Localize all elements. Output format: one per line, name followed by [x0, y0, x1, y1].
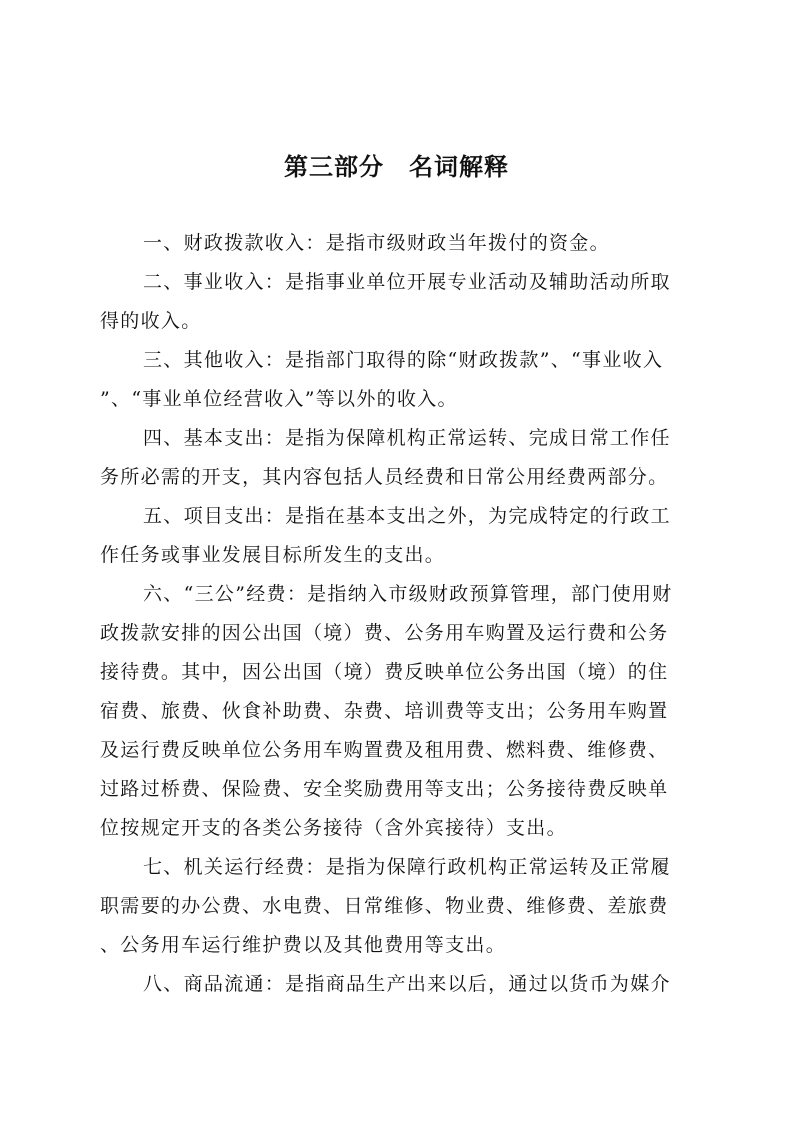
paragraph-line: 务所必需的开支，其内容包括人员经费和日常公用经费两部分。: [100, 466, 669, 488]
paragraph-line: 三、其他收入：是指部门取得的除“财政拨款”、“事业收入: [143, 349, 664, 371]
page-title: 第三部分 名词解释: [284, 153, 509, 181]
paragraph-line: 得的收入。: [100, 310, 202, 332]
paragraph-line: 二、事业收入：是指事业单位开展专业活动及辅助活动所取: [143, 271, 671, 293]
paragraph-line: 八、商品流通：是指商品生产出来以后，通过以货币为媒介: [143, 973, 671, 995]
paragraph-line: 接待费。其中，因公出国（境）费反映单位公务出国（境）的住: [100, 661, 669, 683]
paragraph-line: 七、机关运行经费：是指为保障行政机构正常运转及正常履: [143, 856, 671, 878]
paragraph-line: 位按规定开支的各类公务接待（含外宾接待）支出。: [100, 817, 567, 839]
paragraph-line: 作任务或事业发展目标所发生的支出。: [100, 544, 446, 566]
paragraph-line: 五、项目支出：是指在基本支出之外，为完成特定的行政工: [143, 505, 671, 527]
paragraph-line: 、公务用车运行维护费以及其他费用等支出。: [100, 934, 507, 956]
paragraph-line: 政拨款安排的因公出国（境）费、公务用车购置及运行费和公务: [100, 622, 669, 644]
paragraph-line: 及运行费反映单位公务用车购置费及租用费、燃料费、维修费、: [100, 739, 669, 761]
paragraph-line: 宿费、旅费、伙食补助费、杂费、培训费等支出；公务用车购置: [100, 700, 669, 722]
paragraph-line: 六、“三公”经费：是指纳入市级财政预算管理，部门使用财: [143, 583, 673, 605]
paragraph-line: 过路过桥费、保险费、安全奖励费用等支出；公务接待费反映单: [100, 778, 669, 800]
paragraph-line: 一、财政拨款收入：是指市级财政当年拨付的资金。: [143, 232, 610, 254]
paragraph-line: ”、“事业单位经营收入”等以外的收入。: [100, 388, 458, 410]
paragraph-line: 职需要的办公费、水电费、日常维修、物业费、维修费、差旅费: [100, 895, 669, 917]
paragraph-line: 四、基本支出：是指为保障机构正常运转、完成日常工作任: [143, 427, 671, 449]
